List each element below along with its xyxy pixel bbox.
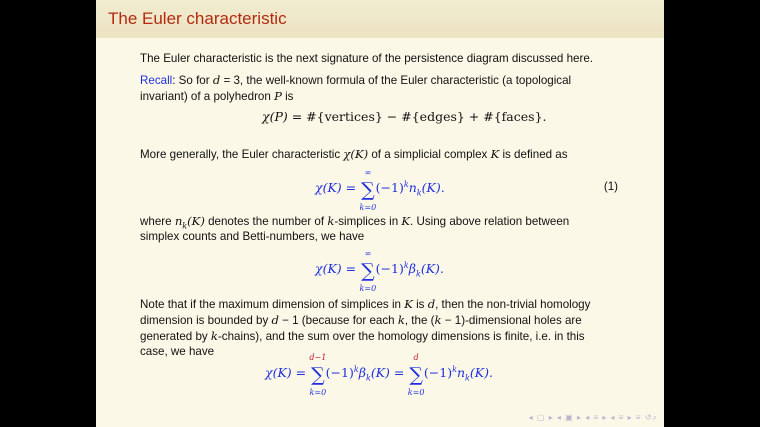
sum-symbol: [309, 353, 327, 397]
math-K: K: [401, 214, 411, 228]
sigma: ∑: [361, 260, 375, 282]
eq2-beta: β: [408, 261, 416, 276]
where-line-2: simplex counts and Betti-numbers, we have: [140, 230, 365, 243]
equation-1: [315, 168, 445, 212]
math-K: (K): [187, 214, 205, 228]
math-k: k: [434, 313, 442, 327]
eq3-mid: (K) =: [370, 365, 409, 380]
math-k: k: [397, 313, 405, 327]
sum-symbol: [407, 353, 425, 397]
sigma: ∑: [361, 179, 375, 201]
text: : So for: [172, 74, 213, 87]
text: where: [140, 215, 175, 228]
eq3-lhs: χ(K) =: [265, 365, 311, 380]
recall-label: Recall: [140, 74, 173, 87]
formula-lhs: χ(P): [262, 109, 288, 124]
text: is: [281, 90, 294, 103]
text: Note that if the maximum dimension of simplices in: [140, 298, 405, 311]
sum-upper: d: [413, 353, 419, 362]
text: invariant) of a polyhedron: [140, 90, 275, 103]
beamer-nav-controls[interactable]: ◂ ▢ ▸ ◂ ▣ ▸ ◂ ≡ ▸ ◂ ≡ ▸ ≡ ↺⌕: [528, 413, 658, 422]
math-P: P: [274, 89, 282, 103]
eq1-lhs: χ(K) =: [315, 180, 361, 195]
math-d: d: [427, 297, 436, 311]
math-K: K: [490, 147, 500, 161]
eq3-term: (−1): [423, 365, 453, 380]
eq1-term: (−1): [375, 180, 404, 195]
math-K: K: [404, 297, 413, 311]
text: , then the non-trivial homology: [435, 298, 591, 311]
sum-lower: k=0: [359, 203, 377, 212]
eq3-n: n: [456, 365, 466, 380]
text: -simplices in: [334, 215, 402, 228]
eq2-term: (−1): [375, 261, 404, 276]
sum-upper: ∞: [364, 168, 372, 177]
eq3-beta: β: [358, 365, 366, 380]
text: , the (: [404, 314, 435, 327]
equation-number: (1): [603, 180, 618, 193]
general-line: [140, 146, 568, 163]
sub-k: k: [182, 221, 188, 231]
sub-k: k: [416, 188, 422, 198]
note-line-4: case, we have: [140, 345, 215, 358]
equation-3: [265, 353, 493, 397]
intro-paragraph: The Euler characteristic is the next signature of the persistence diagram discussed here.: [140, 52, 594, 65]
sub-k: k: [465, 373, 470, 383]
sum-lower: k=0: [309, 388, 327, 397]
text: . Using above relation between: [410, 215, 570, 228]
text: is defined as: [499, 148, 568, 161]
eq3-term: (−1): [325, 365, 354, 380]
title-bar: [96, 0, 664, 38]
text: -chains), and the sum over the homology dimensions is finite, i.e. in this: [217, 330, 585, 343]
exp-k: k: [403, 179, 409, 189]
text: generated by: [140, 330, 211, 343]
math-d: d: [212, 73, 221, 87]
text: denotes the number of: [204, 215, 328, 228]
sum-lower: k=0: [407, 388, 425, 397]
sum-symbol: [359, 168, 377, 212]
recall-line-2: [140, 88, 293, 105]
exp-k: k: [353, 364, 359, 374]
eq1-n: n: [408, 180, 417, 195]
sigma: ∑: [409, 364, 423, 386]
formula-polyhedron: [262, 109, 547, 124]
text: More generally, the Euler characteristic: [140, 148, 344, 161]
exp-k: k: [403, 260, 409, 270]
sum-upper: ∞: [364, 249, 372, 258]
math-k: k: [210, 329, 218, 343]
note-line-1: [140, 296, 590, 313]
text: − 1)-dimensional holes are: [441, 314, 582, 327]
where-line-1: [140, 213, 569, 230]
sum-lower: k=0: [359, 284, 377, 293]
note-line-3: [140, 328, 585, 345]
sigma: ∑: [311, 364, 325, 386]
math-k: k: [327, 214, 335, 228]
equation-2: [315, 249, 444, 293]
note-line-2: [140, 312, 582, 329]
eq2-tail: (K).: [420, 261, 444, 276]
math-chiK: χ(K): [343, 147, 369, 161]
math-d: d: [271, 313, 279, 327]
text: = 3, the well-known formula of the Euler characteristic (a topological: [220, 74, 572, 87]
sub-k: k: [365, 373, 371, 383]
exp-k: k: [452, 364, 457, 374]
math-n: n: [174, 214, 183, 228]
slide: [96, 0, 664, 427]
sub-k: k: [415, 269, 421, 279]
eq1-tail: (K).: [421, 180, 445, 195]
formula-rhs: = #{vertices} − #{edges} + #{faces}.: [287, 109, 547, 124]
sum-symbol: [359, 249, 377, 293]
slide-title: The Euler characteristic: [108, 9, 287, 28]
text: dimension is bounded by: [140, 314, 272, 327]
sum-upper: d−1: [309, 353, 327, 362]
text: of a simplicial complex: [368, 148, 491, 161]
text: − 1 (because for each: [278, 314, 398, 327]
eq2-lhs: χ(K) =: [315, 261, 361, 276]
text: is: [412, 298, 428, 311]
eq3-tail: (K).: [469, 365, 493, 380]
recall-line-1: [140, 72, 571, 89]
